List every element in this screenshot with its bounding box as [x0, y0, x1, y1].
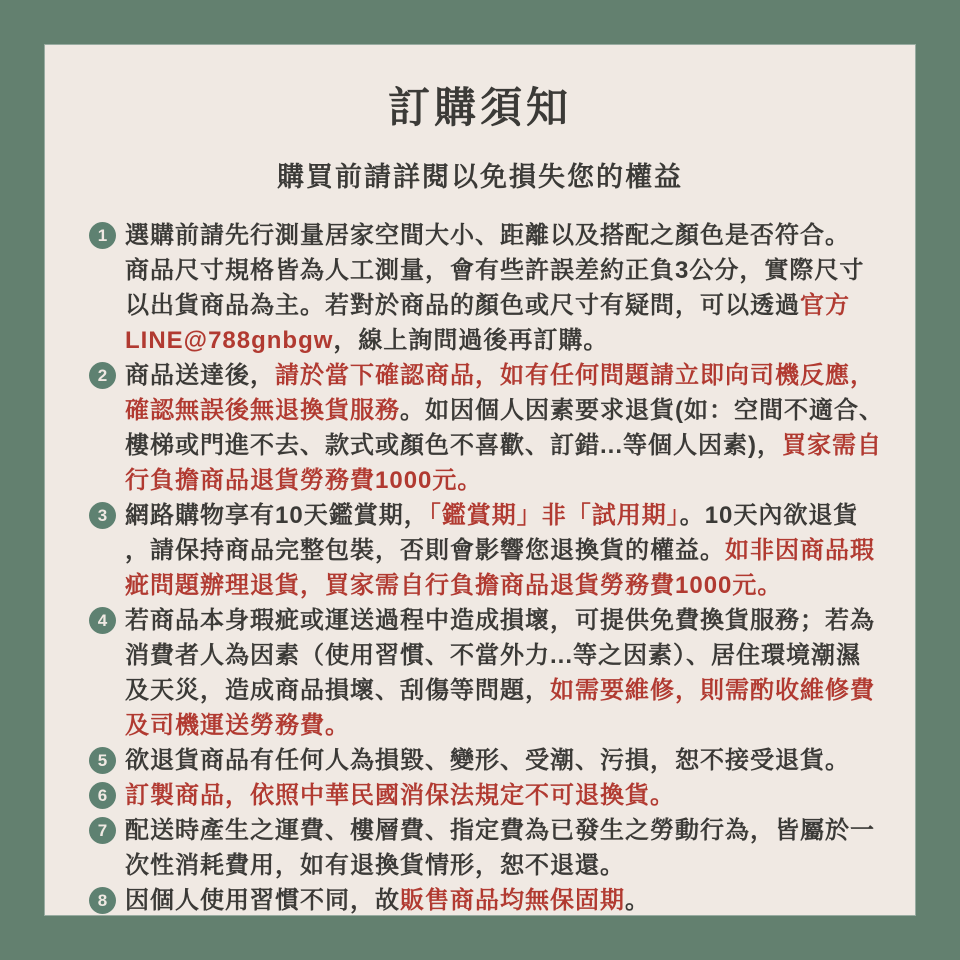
item-text-segment-red: 及司機運送勞務費。	[125, 712, 350, 739]
notice-item-4	[89, 603, 891, 743]
item-text-segment: 次性消耗費用，如有退換貨情形，恕不退還。	[125, 852, 625, 879]
notice-item-8	[89, 883, 891, 918]
item-text-segment: 。如因個人因素要求退貨(如：空間不適合、	[400, 397, 884, 424]
item-number-badge: 5	[89, 747, 116, 774]
item-text-segment: 。10天內欲退貨	[679, 502, 859, 529]
notice-item-7	[89, 813, 891, 883]
item-number-badge: 7	[89, 817, 116, 844]
item-text-segment-red: 行負擔商品退貨勞務費1000元。	[125, 467, 483, 494]
item-text-segment: 消費者人為因素（使用習慣、不當外力...等之因素）、居住環境潮濕	[125, 642, 862, 669]
item-text-segment: 及天災，造成商品損壞、刮傷等問題，	[125, 677, 550, 704]
item-text-segment: 選購前請先行測量居家空間大小、距離以及搭配之顏色是否符合。	[125, 222, 850, 249]
item-text-segment-red: 如需要維修，則需酌收維修費	[550, 677, 875, 704]
item-number-badge: 4	[89, 607, 116, 634]
item-text-segment: 商品送達後，	[125, 362, 275, 389]
item-text-segment: 若商品本身瑕疵或運送過程中造成損壞，可提供免費換貨服務；若為	[125, 607, 875, 634]
item-text-segment: 以出貨商品為主。若對於商品的顏色或尺寸有疑問，可以透過	[125, 292, 800, 319]
item-text-segment-red: 請於當下確認商品，如有任何問題請立即向司機反應，	[275, 362, 875, 389]
notice-item-6	[89, 778, 891, 813]
item-text-segment: 因個人使用習慣不同，故	[125, 887, 400, 914]
item-number-badge: 8	[89, 887, 116, 914]
notice-list	[45, 218, 915, 918]
item-number-badge: 3	[89, 502, 116, 529]
item-text-segment-red: 「鑑賞期」非「試用期」	[428, 502, 680, 529]
item-text-segment: 配送時產生之運費、樓層費、指定費為已發生之勞動行為，皆屬於一	[125, 817, 875, 844]
item-text	[125, 813, 875, 883]
item-number-badge: 6	[89, 782, 116, 809]
notice-item-3	[89, 498, 891, 603]
item-text-segment: 商品尺寸規格皆為人工測量，會有些許誤差約正負3公分，實際尺寸	[125, 257, 865, 284]
item-text-segment-red: LINE@788gnbgw	[125, 327, 334, 354]
item-text	[125, 603, 875, 743]
item-text-segment: 網路購物享有10天鑑賞期，	[125, 502, 429, 529]
notice-item-5	[89, 743, 891, 778]
item-text-segment-red: 訂製商品，依照中華民國消保法規定不可退換貨。	[125, 782, 675, 809]
page-subtitle: 購買前請詳閱以免損失您的權益	[277, 162, 683, 192]
item-text-segment: 。	[625, 887, 650, 914]
page-title: 訂購須知	[387, 84, 572, 131]
item-text-segment-red: 疵問題辦理退貨，買家需自行負擔商品退貨勞務費1000元。	[125, 572, 783, 599]
item-text-segment-red: 販售商品均無保固期	[400, 887, 625, 914]
item-text-segment: ，線上詢問過後再訂購。	[333, 327, 609, 354]
item-text-segment-red: 確認無誤後無退換貨服務	[125, 397, 400, 424]
item-text	[125, 358, 884, 498]
notice-panel	[45, 45, 915, 915]
item-text-segment: ，請保持商品完整包裝，否則會影響您退換貨的權益。	[125, 537, 725, 564]
item-number-badge: 2	[89, 362, 116, 389]
item-text-segment: 樓梯或門進不去、款式或顏色不喜歡、訂錯...等個人因素)，	[125, 432, 782, 459]
notice-item-2	[89, 358, 891, 498]
item-text	[125, 743, 850, 778]
item-number-badge: 1	[89, 222, 116, 249]
item-text-segment-red: 如非因商品瑕	[725, 537, 875, 564]
item-text-segment-red: 買家需自	[782, 432, 882, 459]
item-text	[125, 218, 864, 358]
notice-item-1	[89, 218, 891, 358]
item-text	[125, 778, 675, 813]
item-text-segment-red: 官方	[800, 292, 850, 319]
item-text	[125, 498, 875, 603]
item-text-segment: 欲退貨商品有任何人為損毀、變形、受潮、污損，恕不接受退貨。	[125, 747, 850, 774]
item-text	[125, 883, 650, 918]
